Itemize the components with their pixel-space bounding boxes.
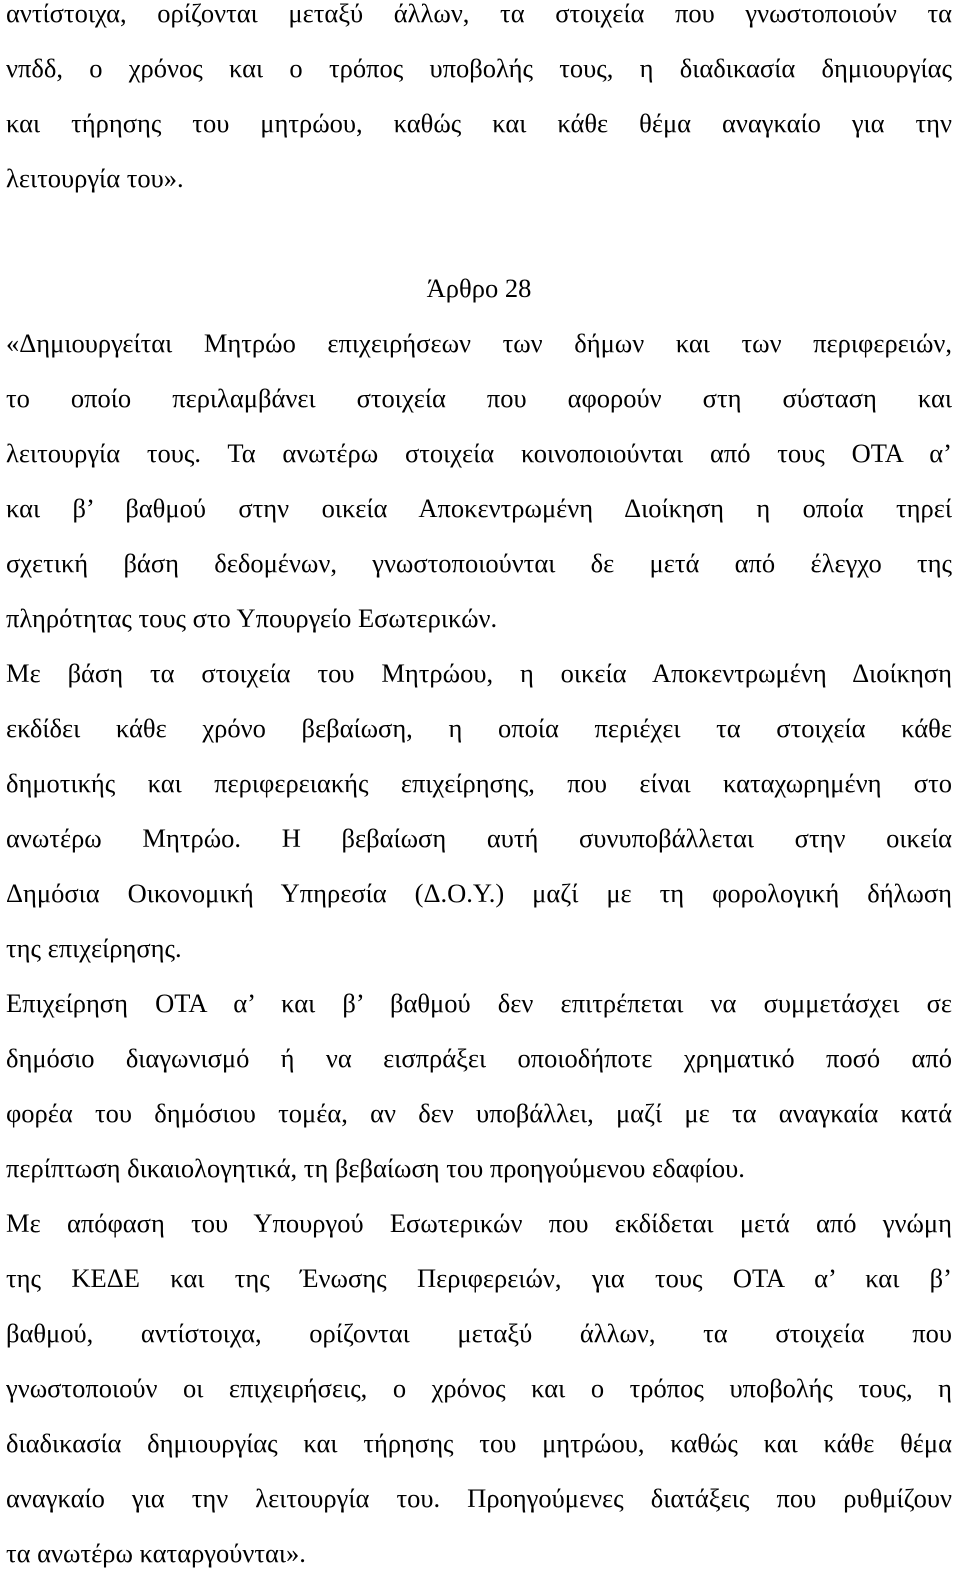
text-line: πληρότητας τους στο Υπουργείο Εσωτερικών. — [6, 603, 498, 633]
text-line: της επιχείρησης. — [6, 933, 182, 963]
text-line: περίπτωση δικαιολογητικά, τη βεβαίωση του προηγούμενου εδαφίου. — [6, 1153, 745, 1183]
paragraph — [6, 1196, 952, 1581]
text-line: δημοτικής και περιφερειακής επιχείρησης, που είναι καταχωρημένη στο — [6, 768, 952, 798]
text-line: τα ανωτέρω καταργούνται». — [6, 1538, 306, 1568]
text-line: Δημόσια Οικονομική Υπηρεσία (Δ.Ο.Υ.) μαζί με τη φορολογική δήλωση — [6, 878, 952, 908]
text-line: βαθμού, αντίστοιχα, ορίζονται μεταξύ άλλων, τα στοιχεία που — [6, 1318, 952, 1348]
text-line: της ΚΕΔΕ και της Ένωσης Περιφερειών, για τους ΟΤΑ α’ και β’ — [6, 1263, 952, 1293]
text-line: το οποίο περιλαμβάνει στοιχεία που αφορούν στη σύσταση και — [6, 383, 952, 413]
paragraph — [6, 976, 952, 1196]
article-heading: Άρθρο 28 — [426, 273, 532, 303]
text-line: ανωτέρω Μητρώο. Η βεβαίωση αυτή συνυποβάλλεται στην οικεία — [6, 823, 952, 853]
text-line: αντίστοιχα, ορίζονται μεταξύ άλλων, τα στοιχεία που γνωστοποιούν τα — [6, 0, 952, 28]
text-line: αναγκαίο για την λειτουργία του. Προηγούμενες διατάξεις που ρυθμίζουν — [6, 1483, 952, 1513]
text-line: νπδδ, ο χρόνος και ο τρόπος υποβολής τους, η διαδικασία δημιουργίας — [6, 53, 952, 83]
text-line: λειτουργία του». — [6, 163, 184, 193]
text-line: φορέα του δημόσιου τομέα, αν δεν υποβάλλει, μαζί με τα αναγκαία κατά — [6, 1098, 952, 1128]
text-line: διαδικασία δημιουργίας και τήρησης του μητρώου, καθώς και κάθε θέμα — [6, 1428, 952, 1458]
text-line: και τήρησης του μητρώου, καθώς και κάθε θέμα αναγκαίο για την — [6, 108, 952, 138]
text-line: γνωστοποιούν οι επιχειρήσεις, ο χρόνος και ο τρόπος υποβολής τους, η — [6, 1373, 952, 1403]
document-body — [6, 0, 952, 1581]
text-line: «Δημιουργείται Μητρώο επιχειρήσεων των δήμων και των περιφερειών, — [6, 328, 952, 358]
text-line: Με βάση τα στοιχεία του Μητρώου, η οικεία Αποκεντρωμένη Διοίκηση — [6, 658, 952, 688]
text-line: δημόσιο διαγωνισμό ή να εισπράξει οποιοδήποτε χρηματικό ποσό από — [6, 1043, 952, 1073]
blank-line — [6, 206, 952, 261]
paragraph — [6, 0, 952, 206]
text-line: λειτουργία τους. Τα ανωτέρω στοιχεία κοινοποιούνται από τους ΟΤΑ α’ — [6, 438, 952, 468]
text-line: Επιχείρηση ΟΤΑ α’ και β’ βαθμού δεν επιτρέπεται να συμμετάσχει σε — [6, 988, 952, 1018]
text-line: Με απόφαση του Υπουργού Εσωτερικών που εκδίδεται μετά από γνώμη — [6, 1208, 952, 1238]
text-line: σχετική βάση δεδομένων, γνωστοποιούνται δε μετά από έλεγχο της — [6, 548, 952, 578]
paragraph — [6, 646, 952, 976]
paragraph — [6, 316, 952, 646]
text-line: εκδίδει κάθε χρόνο βεβαίωση, η οποία περιέχει τα στοιχεία κάθε — [6, 713, 952, 743]
text-line: και β’ βαθμού στην οικεία Αποκεντρωμένη Διοίκηση η οποία τηρεί — [6, 493, 952, 523]
